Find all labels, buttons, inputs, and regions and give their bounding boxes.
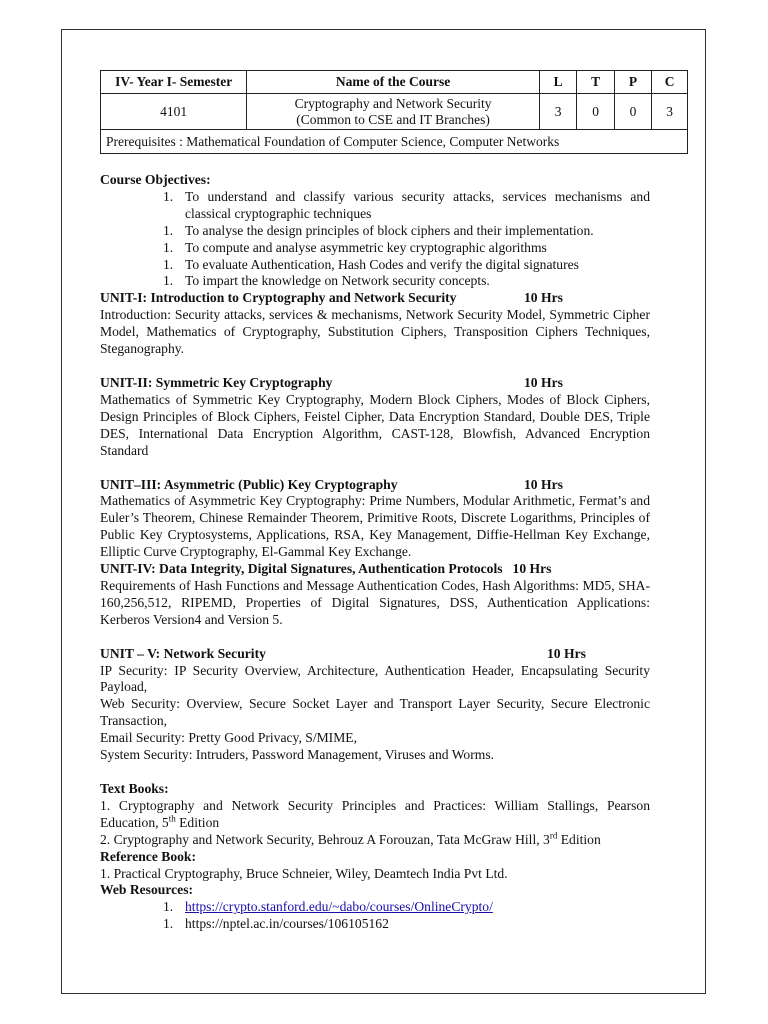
course-table [100, 70, 688, 154]
unit-4-heading [100, 561, 650, 578]
objective-item: 1. To analyse the design principles of block ciphers and their implementation. [163, 222, 594, 238]
unit-5-line: Email Security: Pretty Good Privacy, S/MIME, [100, 730, 357, 746]
prerequisites-row [101, 130, 688, 154]
course-table-row [101, 94, 688, 130]
unit-3-body: Mathematics of Asymmetric Key Cryptography: Prime Numbers, Modular Arithmetic, Fermat’s and Euler’s Theorem, Chinese Remainder Theorem, Primitive Roots, Discrete Logarithms, Principles of Public Key Cryptosystems, Applications, RSA, Key Management, Diffie-Hellman Key Exchange, Elliptic Curve Cryptography, El-Gammal Key Exchange. [100, 493, 650, 560]
unit-1-body: Introduction: Security attacks, services & mechanisms, Network Security Model, Symmetric Cipher Model, Mathematics of Cryptography, Substitution Ciphers, Transposition Ciphers Techniques, Steganography. [100, 307, 650, 357]
unit-1-heading [100, 290, 650, 307]
unit-2-title: UNIT-II: Symmetric Key Cryptography [100, 374, 333, 390]
objectives-heading: Course Objectives: [100, 172, 211, 187]
unit-4-title: UNIT-IV: Data Integrity, Digital Signatures, Authentication Protocols [100, 561, 503, 577]
reference-item: 1. Practical Cryptography, Bruce Schneier, Wiley, Deamtech India Pvt Ltd. [100, 865, 508, 881]
unit-4-body: Requirements of Hash Functions and Message Authentication Codes, Hash Algorithms: MD5, SHA-160,256,512, RIPEMD, Properties of Digital Signatures, DSS, Authentication Applications: Kerberos Version4 and Version 5. [100, 577, 650, 627]
course-name-cell [247, 94, 539, 130]
crypto-stanford-link[interactable]: https://crypto.stanford.edu/~dabo/courses/OnlineCrypto/ [185, 899, 493, 915]
header-p: P [614, 71, 651, 94]
unit-1-hours: 10 Hrs [524, 290, 563, 306]
web-resource-item: 1. https://crypto.stanford.edu/~dabo/courses/OnlineCrypto/ [163, 899, 493, 915]
text-book-2: 2. Cryptography and Network Security, Behrouz A Forouzan, Tata McGraw Hill, 3rd Edition [100, 830, 601, 847]
unit-5-line: Web Security: Overview, Secure Socket Layer and Transport Layer Security, Secure Electronic Transaction, [100, 696, 650, 729]
unit-3-hours: 10 Hrs [524, 476, 563, 492]
unit-2-heading [100, 375, 650, 392]
course-table-header-row [101, 71, 688, 94]
course-name: Cryptography and Network Security [294, 95, 492, 111]
unit-5-line: IP Security: IP Security Overview, Architecture, Authentication Header, Encapsulating Security Payload, [100, 662, 650, 695]
value-t: 0 [577, 94, 615, 130]
header-year-semester: IV- Year I- Semester [101, 71, 247, 94]
unit-4-hours: 10 Hrs [512, 561, 552, 577]
unit-2-body: Mathematics of Symmetric Key Cryptography, Modern Block Ciphers, Modes of Block Ciphers, Design Principles of Block Ciphers, Feistel Cipher, Data Encryption Standard, Double DES, Triple DES, International Data Encryption Algorithm, CAST-128, Blowfish, Advanced Encryption Standard [100, 391, 650, 458]
reference-heading: Reference Book: [100, 848, 197, 864]
unit-5-title: UNIT – V: Network Security [100, 645, 266, 661]
value-p: 0 [614, 94, 651, 130]
objectives-list [100, 189, 650, 290]
unit-5-heading [100, 646, 650, 663]
course-code: 4101 [101, 94, 247, 130]
header-t: T [577, 71, 615, 94]
course-branches: (Common to CSE and IT Branches) [296, 111, 490, 127]
web-resources-heading: Web Resources: [100, 882, 194, 898]
header-c: C [652, 71, 688, 94]
objective-item: 1. To understand and classify various security attacks, services mechanisms and classical cryptographic techniques [163, 188, 650, 221]
text-book-1: 1. Cryptography and Network Security Principles and Practices: William Stallings, Pearson Education, 5th Edition [100, 797, 650, 830]
unit-3-title: UNIT–III: Asymmetric (Public) Key Cryptography [100, 476, 398, 492]
unit-3-heading [100, 477, 650, 494]
nptel-link-text: https://nptel.ac.in/courses/106105162 [185, 916, 389, 932]
value-l: 3 [539, 94, 577, 130]
unit-2-hours: 10 Hrs [524, 374, 563, 390]
syllabus-content [100, 172, 650, 933]
web-resources-list [100, 899, 650, 933]
prerequisites: Prerequisites : Mathematical Foundation of Computer Science, Computer Networks [101, 130, 688, 154]
header-l: L [539, 71, 577, 94]
unit-5-hours: 10 Hrs [547, 645, 586, 661]
header-course-name: Name of the Course [247, 71, 539, 94]
text-books-heading: Text Books: [100, 781, 169, 796]
unit-5-line: System Security: Intruders, Password Management, Viruses and Worms. [100, 747, 495, 763]
unit-1-title: UNIT-I: Introduction to Cryptography and Network Security [100, 290, 457, 306]
value-c: 3 [652, 94, 688, 130]
objective-item: 1. To evaluate Authentication, Hash Codes and verify the digital signatures [163, 256, 579, 272]
objective-item: 1. To impart the knowledge on Network security concepts. [163, 273, 490, 289]
web-resource-item: 1. https://nptel.ac.in/courses/106105162 [163, 916, 389, 932]
objective-item: 1. To compute and analyse asymmetric key cryptographic algorithms [163, 239, 547, 255]
